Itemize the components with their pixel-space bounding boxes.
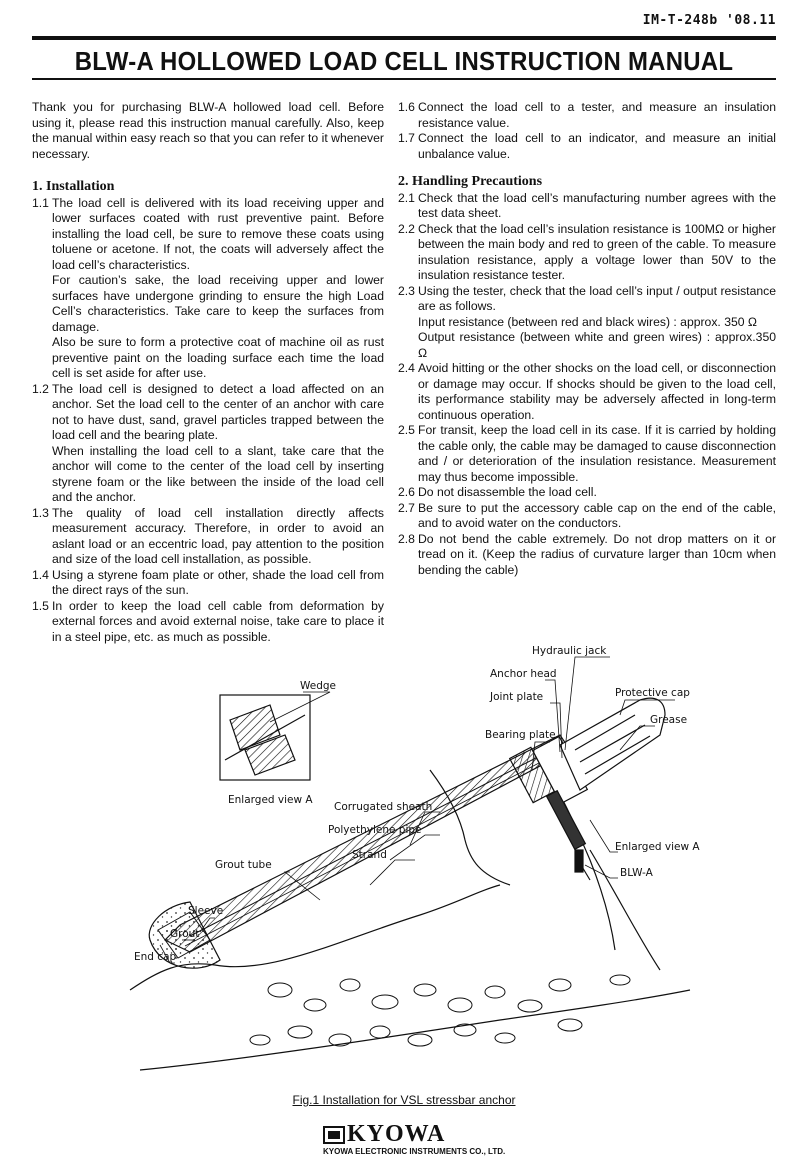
list-item [32,196,384,382]
item-text: Avoid hitting or the other shocks on the load cell, or disconnection or damage may occur. If shocks should be given to the load cell, its performance stability may be adversely affected in long-term continuous operation. [418,361,776,422]
logo-wordmark: KYOWA [347,1121,446,1147]
item-text: Connect the load cell to an indicator, and measure an initial unbalance value. [418,131,776,161]
gravel-stones [250,975,630,1046]
right-column [398,100,776,578]
list-item [398,191,776,222]
label-end-cap: End cap [134,951,177,963]
item-number: 1.6 [398,100,415,114]
item-text: Do not bend the cable extremely. Do not drop matters on it or tread on it. (Keep the radius of curvature larger than 10cm when bending the cable) [418,531,776,577]
label-protective-cap: Protective cap [615,687,690,699]
list-item [398,532,776,579]
document-id: IM-T-248b '08.11 [642,13,776,28]
list-item [32,506,384,568]
label-strand: Strand [352,849,387,861]
item-number: 1.4 [32,567,49,582]
item-text: Using the tester, check that the load cell’s input / output resistance are as follows. [418,283,776,313]
item-number: 1.1 [32,195,49,210]
list-item [398,361,776,423]
list-item [398,485,776,501]
list-item [398,222,776,284]
list-item [398,100,776,131]
item-text: For caution’s sake, the load receiving upper and lower surfaces have undergone grinding to ensure the high Load Cell’s characteristics. Take care to keep the surfaces from damage. [52,273,384,334]
left-column [32,100,384,645]
label-joint-plate: Joint plate [490,691,544,703]
item-number: 2.3 [398,283,415,298]
label-grout-tube: Grout tube [215,859,272,871]
figure-caption: Fig.1 Installation for VSL stressbar anchor [292,1093,516,1107]
item-text: Be sure to put the accessory cable cap on the end of the cable, and to avoid water on the conductors. [418,500,776,530]
item-number: 2.8 [398,531,415,546]
list-item [32,599,384,646]
item-number: 2.4 [398,361,415,375]
page-title: BLW-A HOLLOWED LOAD CELL INSTRUCTION MANUAL [74,46,734,76]
label-enlarged-view-a-ref: Enlarged view A [615,841,700,853]
item-text: The quality of load cell installation directly affects measurement accuracy. Therefore, in order to avoid an aslant load or an eccentric load, pay attention to the position and size of the load cell installation, as possible. [52,505,384,566]
item-number: 2.2 [398,221,415,236]
item-number: 1.7 [398,131,415,145]
item-text: The load cell is designed to detect a load affected on an anchor. Set the load cell to the center of an anchor with care not to have dust, sand, gravel particles trapped between the load cell and the bearing plate. [52,381,384,442]
item-number: 2.7 [398,500,415,515]
label-sleeve: Sleeve [188,905,224,917]
label-polyethylene-pipe: Polyethylene pipe [328,824,422,836]
company-logo [323,1121,506,1163]
label-enlarged-view-a: Enlarged view A [228,794,313,806]
title-rule [32,78,776,80]
item-number: 1.2 [32,381,49,396]
label-blw-a: BLW-A [620,867,653,879]
item-text: When installing the load cell to a slant, take care that the anchor will come to the center of the load cell by inserting styrene foam or the like between the inside of the load cell and the anchor. [52,443,384,504]
section-1-continued-items [398,100,776,162]
label-wedge: Wedge [300,680,337,692]
list-item [398,131,776,162]
item-text: Check that the load cell’s insulation resistance is 100MΩ or higher between the main body and red to green of the cable. To measure insulation resistance, apply a voltage lower than 50V to the insulation resistance tester. [418,221,776,282]
item-text: Output resistance (between white and green wires) : approx.350 Ω [418,330,776,360]
kyowa-logo-mark-icon [323,1125,345,1145]
item-number: 2.5 [398,423,415,437]
anchor-installation-figure [120,640,700,1080]
label-corrugated-sheath: Corrugated sheath [334,801,433,813]
top-rule [32,36,776,40]
item-text: Using a styrene foam plate or other, shade the load cell from the direct rays of the sun. [52,567,384,597]
label-anchor-head: Anchor head [490,668,557,680]
list-item [32,382,384,506]
label-grease: Grease [650,714,688,726]
figure-labels [134,645,700,963]
label-grout: Grout [170,928,200,940]
list-item [398,284,776,362]
item-number: 1.3 [32,505,49,520]
label-bearing-plate: Bearing plate [485,729,556,741]
list-item [398,423,776,485]
intro-paragraph: Thank you for purchasing BLW-A hollowed load cell. Before using it, please read this instruction manual carefully. Also, keep the manual within easy reach so that you can refer to it whenever necessary. [32,100,384,161]
section-1-heading: 1. Installation [32,179,115,194]
item-number: 1.5 [32,598,49,613]
label-hydraulic-jack: Hydraulic jack [532,645,607,657]
enlarged-view-inset [220,695,310,780]
list-item [32,568,384,599]
company-name: KYOWA ELECTRONIC INSTRUMENTS CO., LTD. [323,1147,506,1156]
item-text: The load cell is delivered with its load receiving upper and lower surfaces coated with rust preventive paint. Before installing the load cell, be sure to remove these coats using toluene or acetone. If not, the coats will adversely affect the load cell’s characteristics. [52,195,384,272]
item-text: In order to keep the load cell cable from deformation by external forces and avoid external noise, take care to place it in a steel pipe, etc. as much as possible. [52,598,384,644]
item-text: Do not disassemble the load cell. [418,485,597,499]
item-number: 2.6 [398,485,415,499]
section-2-heading: 2. Handling Precautions [398,174,543,189]
item-text: Connect the load cell to a tester, and measure an insulation resistance value. [418,100,776,130]
section-2-items [398,191,776,579]
item-text: For transit, keep the load cell in its case. If it is carried by holding the cable only, the cable may be damaged to cause disconnection and / or deterioration of the insulation resistance. Measurement may thus become impossible. [418,423,776,484]
section-1-items [32,196,384,646]
item-text: Also be sure to form a protective coat of machine oil as rust preventive paint on the loading surface each time the load cell is set aside for after use. [52,335,384,380]
list-item [398,501,776,532]
item-number: 2.1 [398,190,415,205]
item-text: Input resistance (between red and black wires) : approx. 350 Ω [418,314,758,329]
item-text: Check that the load cell’s manufacturing number agrees with the test data sheet. [418,190,776,220]
